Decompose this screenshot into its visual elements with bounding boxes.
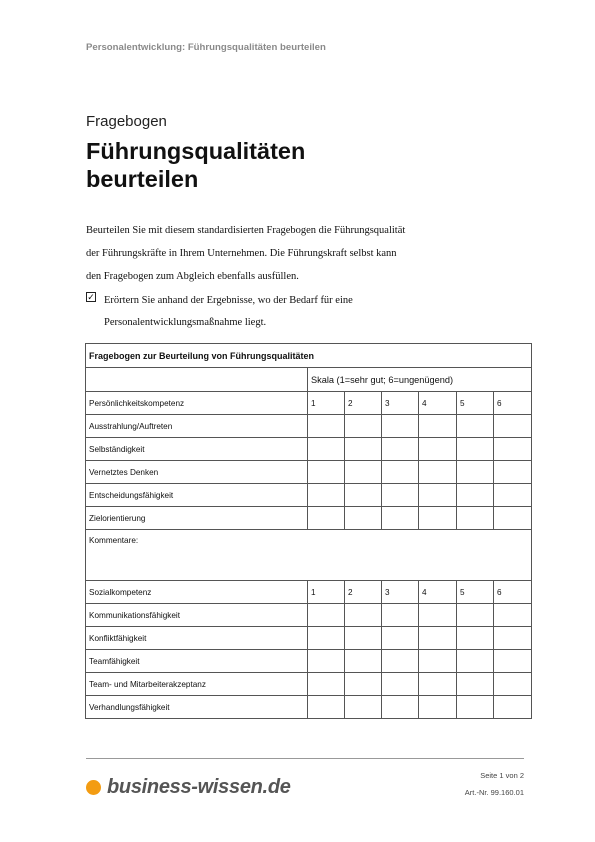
rating-cell-5[interactable] — [457, 484, 494, 507]
rating-cell-1[interactable] — [308, 484, 345, 507]
section-heading: Sozialkompetenz — [86, 581, 308, 604]
scale-value: 6 — [494, 581, 532, 604]
scale-value: 3 — [382, 581, 419, 604]
rating-cell-3[interactable] — [382, 461, 419, 484]
table-row — [86, 696, 532, 719]
criterion-label: Team- und Mitarbeiterakzeptanz — [86, 673, 308, 696]
rating-cell-2[interactable] — [345, 627, 382, 650]
checkbox-checked-icon: ✓ — [87, 292, 95, 302]
title-line-2: beurteilen — [86, 166, 199, 192]
footer-divider — [86, 758, 524, 759]
criterion-label: Teamfähigkeit — [86, 650, 308, 673]
rating-cell-5[interactable] — [457, 507, 494, 530]
table-row — [86, 415, 532, 438]
rating-cell-1[interactable] — [308, 673, 345, 696]
rating-cell-4[interactable] — [419, 415, 457, 438]
intro-paragraph — [86, 219, 405, 288]
scale-value: 4 — [419, 392, 457, 415]
rating-cell-5[interactable] — [457, 415, 494, 438]
table-row — [86, 627, 532, 650]
criterion-label: Kommunikationsfähigkeit — [86, 604, 308, 627]
rating-cell-4[interactable] — [419, 438, 457, 461]
comment-row — [86, 530, 532, 581]
logo-text: business-wissen.de — [107, 776, 291, 798]
rating-cell-4[interactable] — [419, 673, 457, 696]
article-number: Art.-Nr. 99.160.01 — [464, 788, 524, 797]
scale-value: 4 — [419, 581, 457, 604]
rating-cell-3[interactable] — [382, 507, 419, 530]
rating-cell-5[interactable] — [457, 461, 494, 484]
page-title — [86, 137, 305, 193]
table-row — [86, 604, 532, 627]
criterion-label: Entscheidungsfähigkeit — [86, 484, 308, 507]
checklist-line: Personalentwicklungsmaßnahme liegt. — [104, 317, 267, 328]
rating-cell-6[interactable] — [494, 696, 532, 719]
rating-cell-6[interactable] — [494, 673, 532, 696]
rating-cell-5[interactable] — [457, 627, 494, 650]
scale-label: Skala (1=sehr gut; 6=ungenügend) — [308, 368, 532, 392]
rating-cell-2[interactable] — [345, 438, 382, 461]
criterion-label: Zielorientierung — [86, 507, 308, 530]
intro-line: den Fragebogen zum Abgleich ebenfalls ausfüllen. — [86, 271, 299, 282]
rating-cell-2[interactable] — [345, 604, 382, 627]
rating-cell-4[interactable] — [419, 484, 457, 507]
table-row — [86, 438, 532, 461]
rating-cell-1[interactable] — [308, 604, 345, 627]
rating-cell-1[interactable] — [308, 415, 345, 438]
rating-cell-3[interactable] — [382, 484, 419, 507]
section-heading: Persönlichkeitskompetenz — [86, 392, 308, 415]
rating-cell-4[interactable] — [419, 696, 457, 719]
rating-cell-6[interactable] — [494, 484, 532, 507]
rating-cell-2[interactable] — [345, 650, 382, 673]
intro-line: der Führungskräfte in Ihrem Unternehmen. Die Führungskraft selbst kann — [86, 248, 397, 259]
logo-dot-icon — [86, 780, 101, 795]
running-header: Personalentwicklung: Führungsqualitäten beurteilen — [86, 42, 326, 53]
rating-cell-5[interactable] — [457, 604, 494, 627]
rating-cell-3[interactable] — [382, 604, 419, 627]
scale-value: 5 — [457, 392, 494, 415]
table-row — [86, 673, 532, 696]
criterion-label: Ausstrahlung/Auftreten — [86, 415, 308, 438]
rating-cell-1[interactable] — [308, 507, 345, 530]
rating-cell-6[interactable] — [494, 415, 532, 438]
rating-cell-3[interactable] — [382, 673, 419, 696]
checklist-text — [104, 290, 353, 334]
rating-cell-6[interactable] — [494, 650, 532, 673]
table-row — [86, 507, 532, 530]
rating-cell-3[interactable] — [382, 627, 419, 650]
criterion-label: Selbständigkeit — [86, 438, 308, 461]
criterion-label: Vernetztes Denken — [86, 461, 308, 484]
rating-cell-4[interactable] — [419, 507, 457, 530]
section-heading-row — [86, 392, 532, 415]
rating-cell-1[interactable] — [308, 650, 345, 673]
rating-cell-4[interactable] — [419, 627, 457, 650]
questionnaire-table — [85, 343, 532, 719]
rating-cell-3[interactable] — [382, 696, 419, 719]
rating-cell-2[interactable] — [345, 484, 382, 507]
section-heading-row — [86, 581, 532, 604]
rating-cell-1[interactable] — [308, 627, 345, 650]
intro-line: Beurteilen Sie mit diesem standardisierten Fragebogen die Führungsqualität — [86, 225, 406, 236]
rating-cell-6[interactable] — [494, 604, 532, 627]
scale-value: 5 — [457, 581, 494, 604]
rating-cell-2[interactable] — [345, 461, 382, 484]
rating-cell-2[interactable] — [345, 415, 382, 438]
scale-value: 6 — [494, 392, 532, 415]
checklist-line: Erörtern Sie anhand der Ergebnisse, wo der Bedarf für eine — [104, 295, 353, 306]
criterion-label: Verhandlungsfähigkeit — [86, 696, 308, 719]
rating-cell-6[interactable] — [494, 627, 532, 650]
rating-cell-6[interactable] — [494, 438, 532, 461]
rating-cell-4[interactable] — [419, 604, 457, 627]
scale-value: 3 — [382, 392, 419, 415]
scale-value: 2 — [345, 392, 382, 415]
rating-cell-1[interactable] — [308, 696, 345, 719]
table-title-row — [86, 344, 532, 368]
scale-row — [86, 368, 532, 392]
page-number: Seite 1 von 2 — [480, 771, 524, 780]
rating-cell-4[interactable] — [419, 650, 457, 673]
rating-cell-2[interactable] — [345, 696, 382, 719]
rating-cell-2[interactable] — [345, 673, 382, 696]
rating-cell-5[interactable] — [457, 438, 494, 461]
table-row — [86, 650, 532, 673]
rating-cell-4[interactable] — [419, 461, 457, 484]
rating-cell-6[interactable] — [494, 461, 532, 484]
scale-value: 2 — [345, 581, 382, 604]
rating-cell-2[interactable] — [345, 507, 382, 530]
criterion-label: Konfliktfähigkeit — [86, 627, 308, 650]
table-row — [86, 461, 532, 484]
rating-cell-3[interactable] — [382, 650, 419, 673]
table-row — [86, 484, 532, 507]
table-title: Fragebogen zur Beurteilung von Führungsqualitäten — [86, 344, 532, 368]
title-line-1: Führungsqualitäten — [86, 138, 306, 164]
comment-field[interactable]: Kommentare: — [86, 530, 532, 581]
rating-cell-5[interactable] — [457, 673, 494, 696]
rating-cell-3[interactable] — [382, 415, 419, 438]
rating-cell-3[interactable] — [382, 438, 419, 461]
rating-cell-1[interactable] — [308, 461, 345, 484]
rating-cell-5[interactable] — [457, 696, 494, 719]
rating-cell-6[interactable] — [494, 507, 532, 530]
scale-value: 1 — [308, 581, 345, 604]
document-type-label: Fragebogen — [86, 113, 167, 130]
scale-value: 1 — [308, 392, 345, 415]
rating-cell-5[interactable] — [457, 650, 494, 673]
empty-cell — [86, 368, 308, 392]
rating-cell-1[interactable] — [308, 438, 345, 461]
